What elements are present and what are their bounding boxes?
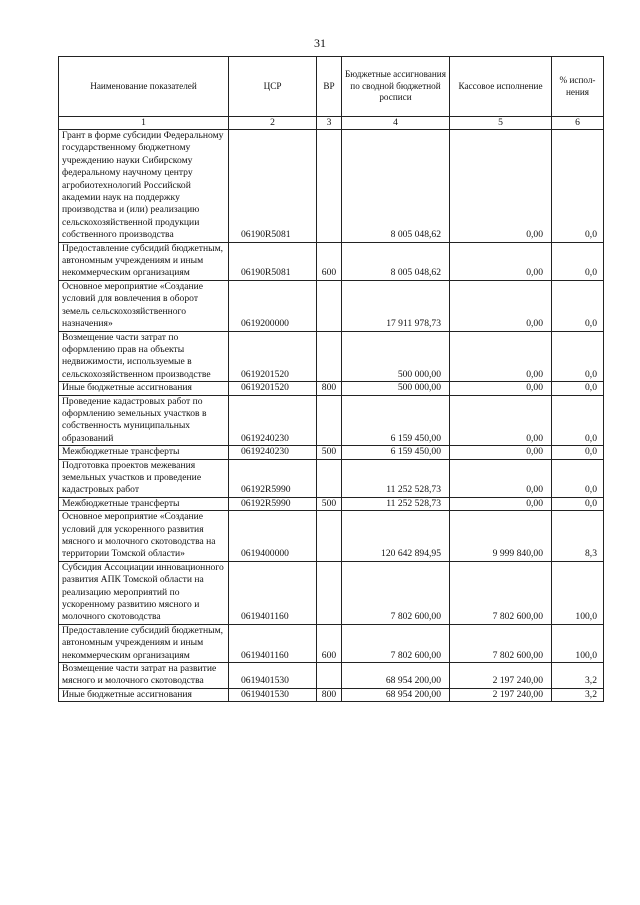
row-csr: 06190R5081 — [229, 130, 317, 243]
row-vr: 800 — [317, 382, 342, 395]
column-number: 6 — [552, 117, 604, 130]
row-name: Возмещение части затрат по оформлению прав на объекты недвижимости, используемые в сельскохозяйственном производстве — [59, 331, 229, 382]
row-cash: 2 197 240,00 — [450, 663, 552, 689]
row-cash: 0,00 — [450, 242, 552, 280]
row-name: Предоставление субсидий бюджетным, автономным учреждениям и иным некоммерческим организациям — [59, 242, 229, 280]
row-vr: 600 — [317, 242, 342, 280]
column-number: 3 — [317, 117, 342, 130]
column-number: 4 — [342, 117, 450, 130]
row-budget: 500 000,00 — [342, 382, 450, 395]
row-csr: 0619240230 — [229, 446, 317, 459]
row-budget: 6 159 450,00 — [342, 395, 450, 446]
column-number-row — [59, 117, 604, 130]
row-vr — [317, 459, 342, 497]
table-row — [59, 688, 604, 701]
row-budget: 11 252 528,73 — [342, 497, 450, 510]
page-number: 31 — [314, 36, 326, 50]
row-pct: 0,0 — [552, 446, 604, 459]
header-name: Наименование показателей — [59, 57, 229, 117]
row-budget: 68 954 200,00 — [342, 663, 450, 689]
row-name: Основное мероприятие «Создание условий для вовлечения в оборот земель сельскохозяйственного назначения» — [59, 280, 229, 331]
row-csr: 0619200000 — [229, 280, 317, 331]
row-cash: 0,00 — [450, 130, 552, 243]
row-budget: 8 005 048,62 — [342, 242, 450, 280]
row-pct: 3,2 — [552, 663, 604, 689]
row-csr: 0619401160 — [229, 624, 317, 662]
row-csr: 06192R5990 — [229, 459, 317, 497]
row-name: Основное мероприятие «Создание условий для ускоренного развития мясного и молочного скотоводства на территории Томской области» — [59, 511, 229, 562]
row-csr: 0619401530 — [229, 688, 317, 701]
row-vr — [317, 561, 342, 624]
row-cash: 0,00 — [450, 395, 552, 446]
table-row — [59, 130, 604, 243]
table-row — [59, 382, 604, 395]
row-vr — [317, 663, 342, 689]
row-budget: 6 159 450,00 — [342, 446, 450, 459]
row-name: Подготовка проектов межевания земельных участков и проведение кадастровых работ — [59, 459, 229, 497]
row-vr — [317, 130, 342, 243]
table-row — [59, 395, 604, 446]
row-cash: 2 197 240,00 — [450, 688, 552, 701]
column-number: 1 — [59, 117, 229, 130]
row-name: Иные бюджетные ассигнования — [59, 688, 229, 701]
table-row — [59, 624, 604, 662]
row-cash: 7 802 600,00 — [450, 561, 552, 624]
row-name: Грант в форме субсидии Федеральному государственному бюджетному учреждению науки Сибирскому федеральному научному центру агробиотехнологий Российской академии наук на поддержку производства и (или) реализацию сельскохозяйственной продукции собственного производства — [59, 130, 229, 243]
table-row — [59, 331, 604, 382]
row-vr — [317, 331, 342, 382]
row-name: Предоставление субсидий бюджетным, автономным учреждениям и иным некоммерческим организациям — [59, 624, 229, 662]
row-vr — [317, 511, 342, 562]
row-csr: 0619401160 — [229, 561, 317, 624]
row-vr: 500 — [317, 497, 342, 510]
table-row — [59, 242, 604, 280]
row-cash: 0,00 — [450, 280, 552, 331]
row-cash: 9 999 840,00 — [450, 511, 552, 562]
column-number: 2 — [229, 117, 317, 130]
row-csr: 0619400000 — [229, 511, 317, 562]
row-name: Иные бюджетные ассигнования — [59, 382, 229, 395]
row-vr: 600 — [317, 624, 342, 662]
header-cash: Кассовое исполнение — [450, 57, 552, 117]
row-cash: 0,00 — [450, 497, 552, 510]
row-csr: 06190R5081 — [229, 242, 317, 280]
row-csr: 0619201520 — [229, 382, 317, 395]
row-name: Возмещение части затрат на развитие мясного и молочного скотоводства — [59, 663, 229, 689]
row-pct: 0,0 — [552, 459, 604, 497]
row-name: Межбюджетные трансферты — [59, 497, 229, 510]
row-pct: 8,3 — [552, 511, 604, 562]
row-budget: 17 911 978,73 — [342, 280, 450, 331]
table-row — [59, 459, 604, 497]
row-budget: 7 802 600,00 — [342, 561, 450, 624]
row-pct: 0,0 — [552, 130, 604, 243]
row-cash: 0,00 — [450, 382, 552, 395]
header-pct: % испол-нения — [552, 57, 604, 117]
row-pct: 0,0 — [552, 331, 604, 382]
budget-execution-table — [58, 56, 604, 702]
header-vr: ВР — [317, 57, 342, 117]
row-name: Проведение кадастровых работ по оформлению земельных участков в собственность муниципальных образований — [59, 395, 229, 446]
row-budget: 500 000,00 — [342, 331, 450, 382]
column-number: 5 — [450, 117, 552, 130]
row-vr: 500 — [317, 446, 342, 459]
row-pct: 100,0 — [552, 561, 604, 624]
table-row — [59, 663, 604, 689]
table-row — [59, 280, 604, 331]
row-csr: 0619201520 — [229, 331, 317, 382]
row-budget: 8 005 048,62 — [342, 130, 450, 243]
row-csr: 0619401530 — [229, 663, 317, 689]
row-budget: 68 954 200,00 — [342, 688, 450, 701]
row-vr — [317, 395, 342, 446]
row-pct: 0,0 — [552, 382, 604, 395]
header-csr: ЦСР — [229, 57, 317, 117]
row-budget: 120 642 894,95 — [342, 511, 450, 562]
row-name: Субсидия Ассоциации инновационного развития АПК Томской области на реализацию мероприятий по ускоренному развитию мясного и молочного скотоводства — [59, 561, 229, 624]
table-row — [59, 561, 604, 624]
row-budget: 11 252 528,73 — [342, 459, 450, 497]
header-budget: Бюджетные ассигнования по сводной бюджетной росписи — [342, 57, 450, 117]
row-pct: 3,2 — [552, 688, 604, 701]
row-budget: 7 802 600,00 — [342, 624, 450, 662]
row-vr: 800 — [317, 688, 342, 701]
row-pct: 0,0 — [552, 242, 604, 280]
table-row — [59, 446, 604, 459]
row-name: Межбюджетные трансферты — [59, 446, 229, 459]
table-row — [59, 511, 604, 562]
table-row — [59, 497, 604, 510]
row-csr: 06192R5990 — [229, 497, 317, 510]
row-pct: 0,0 — [552, 497, 604, 510]
row-csr: 0619240230 — [229, 395, 317, 446]
row-cash: 0,00 — [450, 459, 552, 497]
row-cash: 0,00 — [450, 331, 552, 382]
row-pct: 100,0 — [552, 624, 604, 662]
header-row — [59, 57, 604, 117]
row-cash: 7 802 600,00 — [450, 624, 552, 662]
row-vr — [317, 280, 342, 331]
row-pct: 0,0 — [552, 280, 604, 331]
row-pct: 0,0 — [552, 395, 604, 446]
row-cash: 0,00 — [450, 446, 552, 459]
